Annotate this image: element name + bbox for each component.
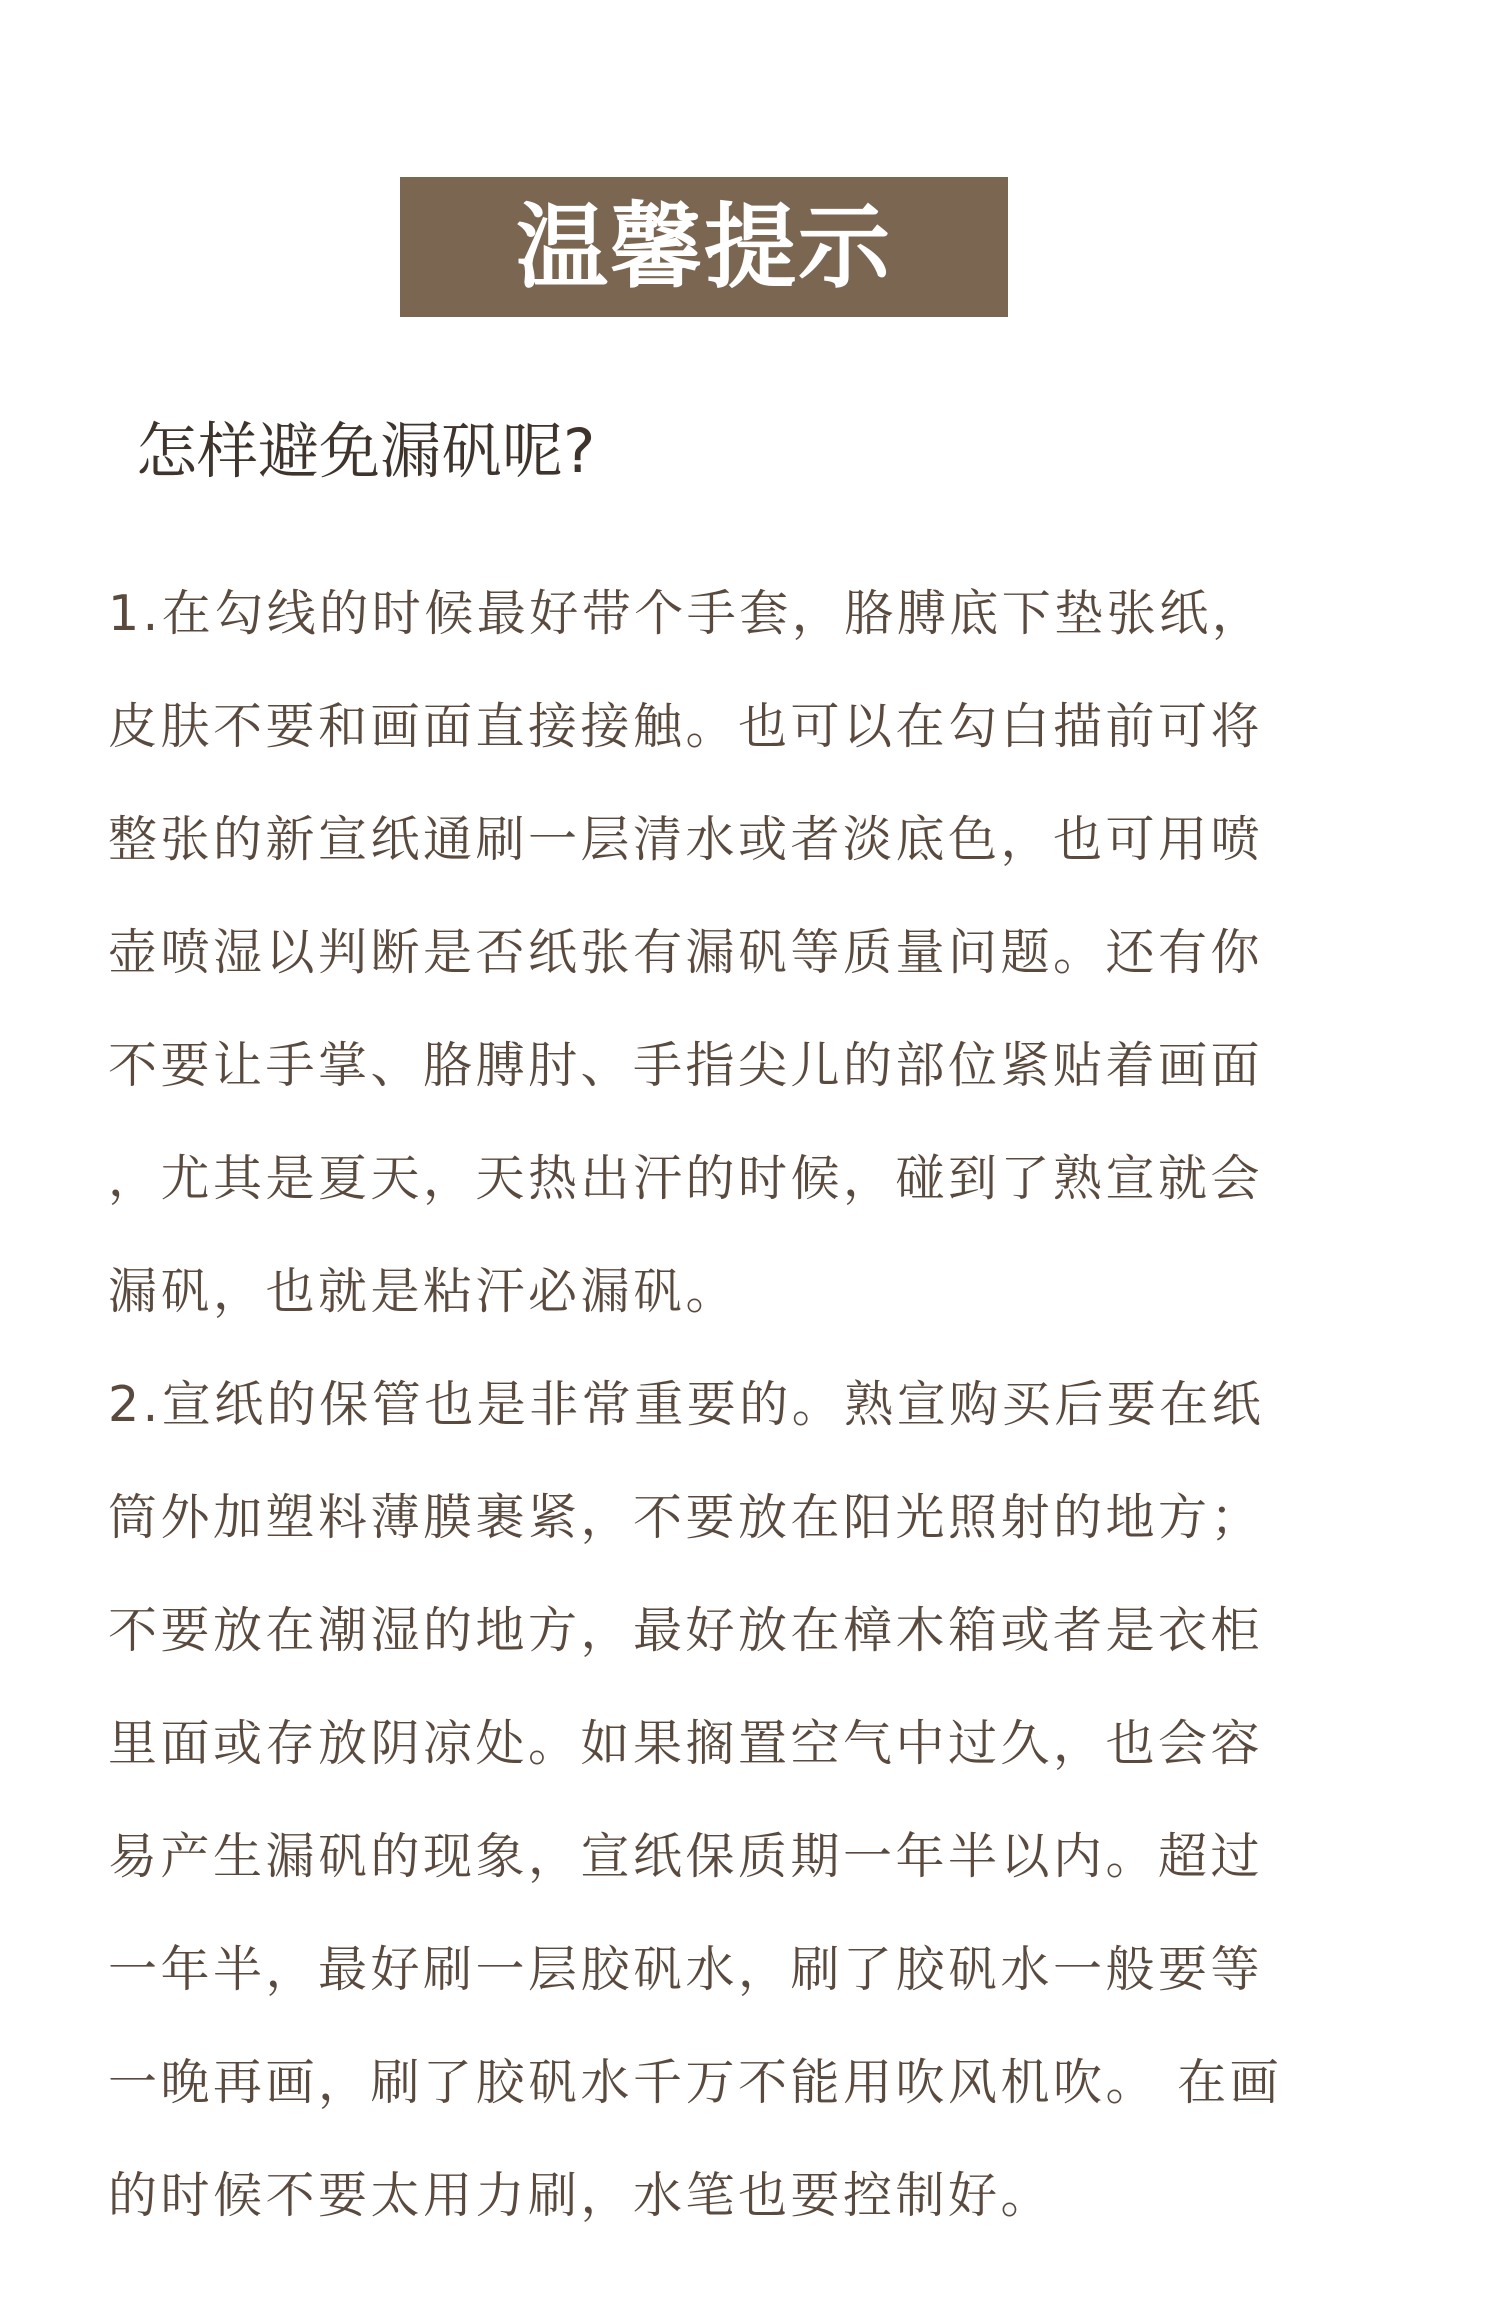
body-line: 2.宣纸的保管也是非常重要的。熟宣购买后要在纸 bbox=[108, 1376, 1265, 1433]
body-line: 漏矾，也就是粘汗必漏矾。 bbox=[108, 1263, 739, 1320]
body-line: 筒外加塑料薄膜裹紧，不要放在阳光照射的地方； bbox=[108, 1489, 1264, 1546]
body-line: 的时候不要太用力刷，水笔也要控制好。 bbox=[108, 2167, 1054, 2224]
body-line: 不要让手掌、胳膊肘、手指尖儿的部位紧贴着画面 bbox=[108, 1037, 1264, 1094]
body-line: 易产生漏矾的现象，宣纸保质期一年半以内。超过 bbox=[108, 1828, 1264, 1885]
body-line: 一晚再画，刷了胶矾水千万不能用吹风机吹。 在画 bbox=[108, 2054, 1283, 2111]
body-line: 1.在勾线的时候最好带个手套，胳膊底下垫张纸， bbox=[108, 585, 1265, 642]
title-banner bbox=[400, 177, 1008, 317]
body-line: 皮肤不要和画面直接接触。也可以在勾白描前可将 bbox=[108, 698, 1264, 755]
question-heading: 怎样避免漏矾呢? bbox=[136, 416, 596, 487]
body-line: 不要放在潮湿的地方，最好放在樟木箱或者是衣柜 bbox=[108, 1602, 1264, 1659]
body-line: 壶喷湿以判断是否纸张有漏矾等质量问题。还有你 bbox=[108, 924, 1264, 981]
body-line: 里面或存放阴凉处。如果搁置空气中过久，也会容 bbox=[108, 1715, 1264, 1772]
body-line: 一年半，最好刷一层胶矾水，刷了胶矾水一般要等 bbox=[108, 1941, 1264, 1998]
body-line: ，尤其是夏天，天热出汗的时候，碰到了熟宣就会 bbox=[108, 1150, 1264, 1207]
body-line: 整张的新宣纸通刷一层清水或者淡底色，也可用喷 bbox=[108, 811, 1264, 868]
page-title: 温馨提示 bbox=[515, 193, 892, 301]
tips-body bbox=[108, 576, 1398, 2271]
